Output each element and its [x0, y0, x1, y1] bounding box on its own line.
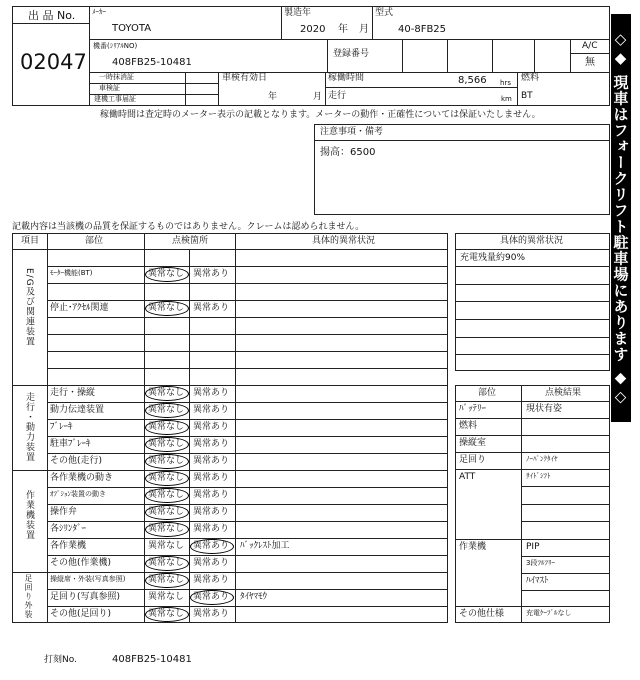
inspection-cert-label: 車検証 [99, 84, 120, 92]
group-label-engine: E/G及び関連装置 [24, 268, 34, 347]
row-divider [12, 249, 448, 250]
remarks-box [314, 124, 610, 215]
part-label: その他(足回り) [50, 609, 112, 619]
right-bottom-part: 作業機 [459, 542, 487, 552]
check-ng: 異常あり [193, 473, 230, 483]
part-label: 走行・操縦 [50, 388, 96, 398]
right-bottom-header-part: 部位 [478, 388, 497, 398]
right-top-divider [455, 301, 610, 302]
hours-value: 8,566 [458, 75, 487, 86]
row-divider [47, 368, 448, 369]
right-bottom-divider [455, 435, 610, 436]
part-label: 操縦席・外装(写真参照) [50, 575, 126, 583]
reg-label: 登録番号 [333, 49, 370, 59]
check-ng: 異常あり [193, 405, 230, 415]
check-ok: 異常なし [148, 592, 185, 602]
selected-oval [190, 590, 234, 605]
check-ng: 異常あり [193, 303, 230, 313]
right-bottom-divider [455, 606, 610, 607]
check-ok: 異常なし [148, 456, 185, 466]
part-label: ﾓｰﾀｰ機能(BT) [50, 269, 93, 277]
row-divider [47, 606, 448, 607]
check-ok: 異常なし [148, 575, 185, 585]
right-bottom-result: ｻｲﾄﾞｼﾌﾄ [526, 472, 551, 480]
check-ng: 異常あり [193, 422, 230, 432]
right-bottom-part: ATT [459, 472, 476, 482]
selected-oval [145, 420, 189, 435]
part-label: その他(走行) [50, 456, 103, 466]
check-ng: 異常あり [193, 609, 230, 619]
row-divider [47, 402, 448, 403]
selected-oval [145, 267, 189, 282]
right-bottom-result: ﾊｲﾏｽﾄ [526, 576, 549, 586]
part-label: 停止･ｱｸｾﾙ関連 [50, 303, 109, 313]
row-divider [12, 572, 448, 573]
header-check: 点検箇所 [172, 236, 209, 246]
right-bottom-result: PIP [526, 542, 540, 552]
stamp-value: 408FB25-10481 [112, 654, 192, 665]
hours-notice: 稼働時間は査定時のメーター表示の記載となります。メーターの動作・正確性については保証いたしません。 [100, 110, 541, 120]
model-label: 型式 [375, 8, 394, 18]
row-divider [47, 419, 448, 420]
row-divider [47, 266, 448, 267]
row-divider [47, 453, 448, 454]
group-label-work: 作業機装置 [24, 490, 34, 540]
year-value: 2020 [300, 24, 326, 35]
right-top-divider [455, 249, 610, 250]
right-bottom-part: ﾊﾞｯﾃﾘｰ [459, 404, 487, 414]
row-divider [47, 283, 448, 284]
right-bottom-result: 充電ｹｰﾌﾞﾙなし [526, 609, 572, 617]
serial-value: 408FB25-10481 [112, 57, 192, 68]
selected-oval [145, 403, 189, 418]
right-bottom-subdivider [521, 521, 610, 522]
check-ok: 異常なし [148, 422, 185, 432]
row-divider [47, 538, 448, 539]
selected-oval [145, 386, 189, 401]
disclaimer: 記載内容は当該機の品質を保証するものではありません。クレームは認められません。 [12, 222, 365, 232]
right-bottom-divider [455, 418, 610, 419]
check-ng: 異常あり [193, 575, 230, 585]
check-ok: 異常なし [148, 388, 185, 398]
lot-label: 出 品 No. [28, 9, 76, 22]
maker-value: TOYOTA [112, 23, 152, 34]
remarks-text: 揚高：6500 [320, 147, 376, 158]
right-top-divider [455, 284, 610, 285]
part-label: ｵﾌﾟｼｮﾝ装置の動き [50, 490, 106, 498]
row-divider [47, 589, 448, 590]
right-top-divider [455, 319, 610, 320]
check-ng: 異常あり [193, 507, 230, 517]
maker-label: ﾒｰｶｰ [92, 8, 106, 16]
right-bottom-divider [455, 401, 610, 402]
right-bottom-divider [455, 539, 610, 540]
inspection-expiry-label: 車検有効日 [222, 73, 268, 83]
selected-oval [145, 471, 189, 486]
check-ok: 異常なし [148, 490, 185, 500]
right-bottom-part: 操縦室 [459, 438, 487, 448]
right-bottom-divider [455, 452, 610, 453]
group-label-drive: 走行・動力装置 [24, 392, 34, 462]
right-top-divider [455, 266, 610, 267]
selected-oval [145, 556, 189, 571]
row-divider [47, 487, 448, 488]
right-top-divider [455, 354, 610, 355]
row-divider [47, 521, 448, 522]
check-ng: 異常あり [193, 592, 230, 602]
hours-unit: hrs [500, 79, 511, 87]
right-bottom-subdivider [521, 486, 610, 487]
selected-oval [190, 539, 234, 554]
check-ng: 異常あり [193, 558, 230, 568]
fuel-label: 燃料 [521, 73, 540, 83]
row-divider [47, 334, 448, 335]
group-label-chassis: 足回り外装 [24, 574, 33, 619]
part-label: ﾌﾞﾚｰｷ [50, 422, 73, 432]
detail-text: ﾀｲﾔﾏﾓｳ [240, 592, 268, 602]
check-ng: 異常あり [193, 541, 230, 551]
selected-oval [145, 522, 189, 537]
check-ok: 異常なし [148, 507, 185, 517]
temp-erase-label: 一時抹消証 [99, 73, 134, 81]
selected-oval [145, 488, 189, 503]
selected-oval [145, 454, 189, 469]
remarks-label: 注意事項・備考 [320, 127, 384, 137]
row-divider [47, 555, 448, 556]
ac-value: 無 [585, 57, 595, 68]
part-label: 動力伝達装置 [50, 405, 105, 415]
row-divider [47, 504, 448, 505]
right-top-divider [455, 337, 610, 338]
right-bottom-result: ﾉｰﾊﾟﾝｸﾀｲﾔ [526, 455, 558, 463]
inspection-month-unit: 月 [313, 92, 323, 102]
part-label: 操作弁 [50, 507, 78, 517]
selected-oval [145, 301, 189, 316]
row-divider [47, 436, 448, 437]
selected-oval [145, 607, 189, 622]
year-label: 製造年 [284, 8, 312, 18]
right-bottom-part: 足回り [459, 455, 487, 465]
part-label: 各ｼﾘﾝﾀﾞｰ [50, 524, 87, 534]
check-ok: 異常なし [148, 541, 185, 551]
right-bottom-subdivider [521, 590, 610, 591]
stamp-label: 打刻No. [44, 655, 77, 665]
selected-oval [145, 437, 189, 452]
fuel-value: BT [521, 91, 533, 101]
right-bottom-header-result: 点検結果 [545, 388, 582, 398]
check-ok: 異常なし [148, 473, 185, 483]
right-bottom-divider [521, 573, 610, 574]
check-ok: 異常なし [148, 524, 185, 534]
km-unit: km [501, 95, 512, 103]
row-divider [12, 470, 448, 471]
year-unit: 年 [338, 24, 348, 35]
hours-label: 稼働時間 [328, 73, 365, 83]
header-detail: 具体的異常状況 [312, 236, 376, 246]
right-bottom-result: 現状有姿 [526, 404, 563, 414]
part-label: 足回り(写真参照) [50, 592, 121, 602]
part-label: その他(作業機) [50, 558, 112, 568]
side-banner: ◇◆ 現車はフォークリフト駐車場にあります ◆◇ [611, 14, 631, 422]
check-ok: 異常なし [148, 303, 185, 313]
month-unit: 月 [359, 24, 369, 35]
check-ng: 異常あり [193, 439, 230, 449]
part-label: 各作業機の動き [50, 473, 114, 483]
check-ok: 異常なし [148, 405, 185, 415]
model-value: 40-8FB25 [398, 24, 447, 35]
right-bottom-part: その他仕様 [459, 609, 505, 619]
lot-number: 02047 [20, 50, 87, 74]
check-ng: 異常あり [193, 456, 230, 466]
right-bottom-subdivider [521, 504, 610, 505]
check-ok: 異常なし [148, 609, 185, 619]
check-ng: 異常あり [193, 524, 230, 534]
right-bottom-divider [521, 556, 610, 557]
row-divider [47, 351, 448, 352]
run-label: 走行 [328, 91, 347, 101]
serial-label: 機番(ｼﾘｱﾙNO) [93, 42, 138, 50]
right-bottom-result: 3段ﾌﾙﾌﾘｰ [526, 559, 555, 567]
inspection-year-unit: 年 [268, 92, 278, 102]
check-ok: 異常なし [148, 269, 185, 279]
ac-label: A/C [582, 41, 598, 51]
row-divider [47, 300, 448, 301]
detail-text: ﾊﾞｯｸﾚｽﾄ加工 [240, 541, 290, 551]
check-ok: 異常なし [148, 558, 185, 568]
part-label: 駐車ﾌﾞﾚｰｷ [50, 439, 91, 449]
selected-oval [145, 573, 189, 588]
check-ng: 異常あり [193, 388, 230, 398]
row-divider [47, 317, 448, 318]
selected-oval [145, 505, 189, 520]
right-bottom-divider [455, 469, 610, 470]
header-part: 部位 [85, 236, 104, 246]
special-vehicle-label: 建機工事届証 [94, 95, 136, 103]
right-bottom-part: 燃料 [459, 421, 478, 431]
row-divider [12, 385, 448, 386]
check-ng: 異常あり [193, 269, 230, 279]
right-top-header: 具体的異常状況 [500, 236, 564, 246]
header-item: 項目 [21, 236, 40, 246]
check-ok: 異常なし [148, 439, 185, 449]
check-ng: 異常あり [193, 490, 230, 500]
part-label: 各作業機 [50, 541, 87, 551]
right-top-text: 充電残量約90% [460, 253, 526, 263]
